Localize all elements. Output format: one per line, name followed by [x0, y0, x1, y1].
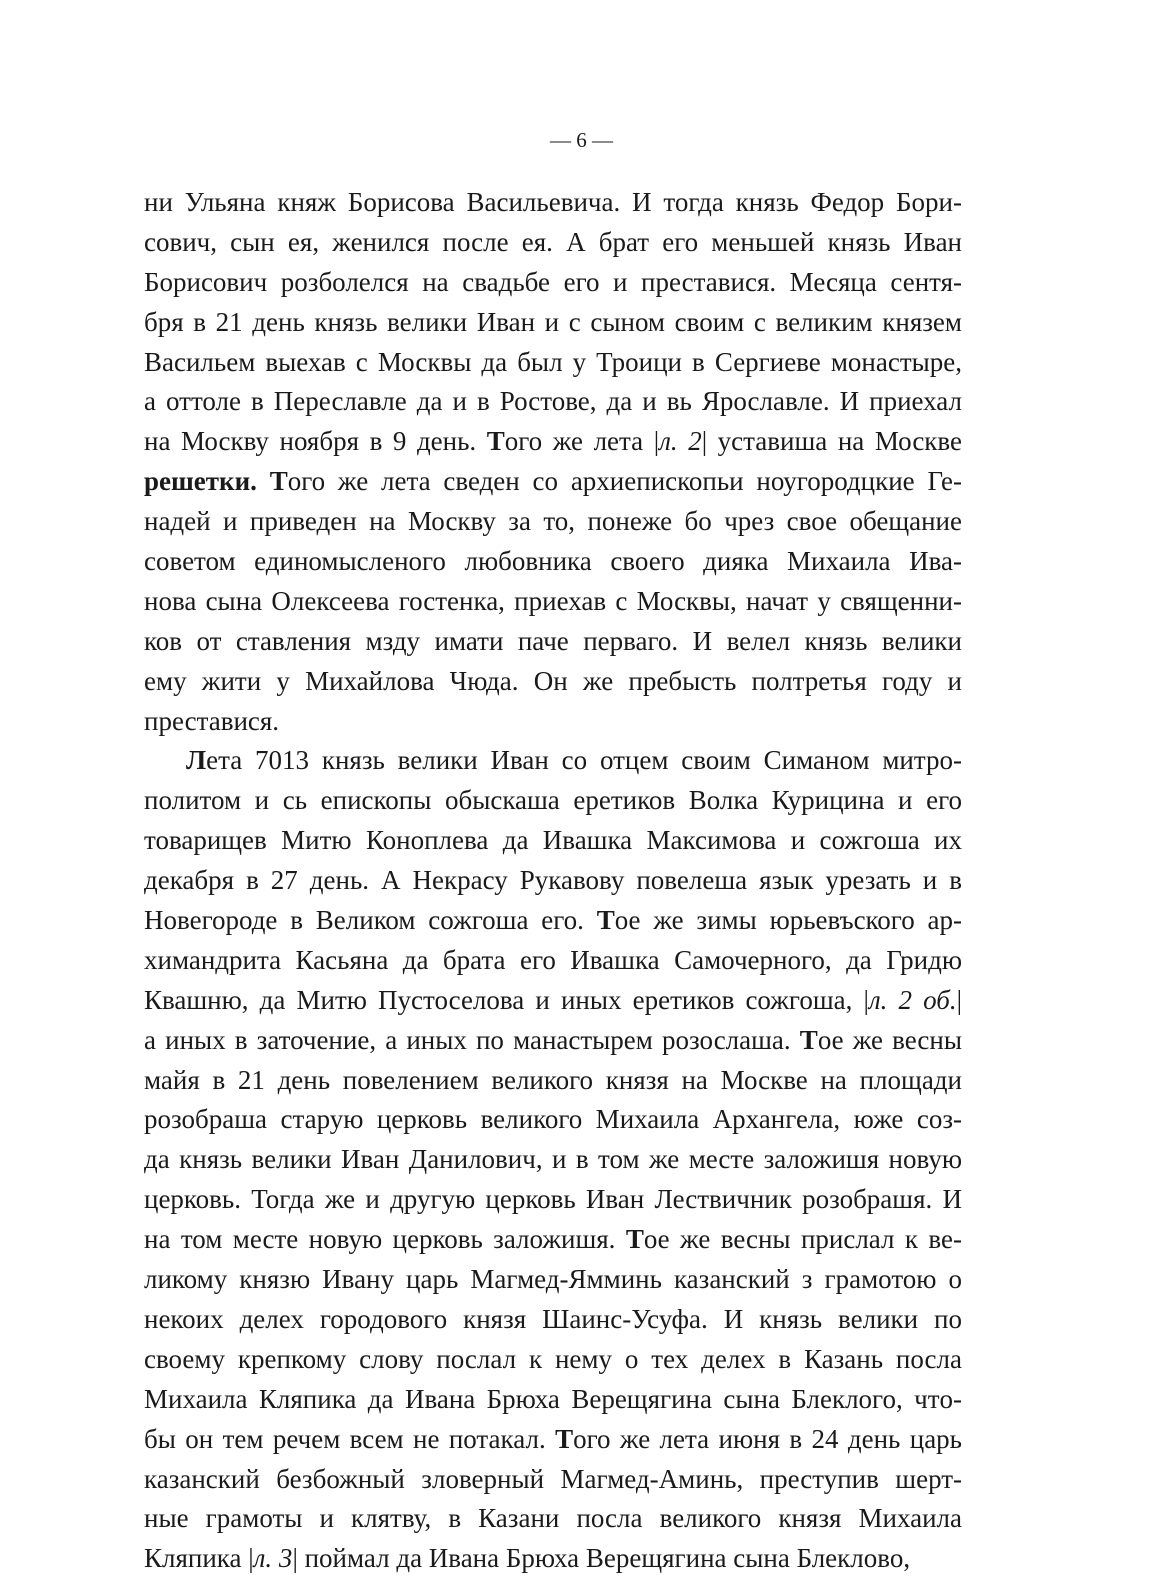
bold-initial: Л: [186, 745, 207, 776]
text-line: ликому князю Ивану царь Магмед-Ямминь казанский з грамотою о: [144, 1264, 962, 1295]
text-line: Васильем выехав с Москвы да был у Троици в Сергиеве монастыре,: [144, 346, 962, 377]
text-line: сович, сын ея, женился после ея. А брат его меньшей князь Иван: [144, 226, 962, 257]
text-line: политом и сь епископы обыскаша еретиков Волка Курицина и его: [144, 785, 962, 816]
text-line: ему жити у Михайлова Чюда. Он же пребысть полтретья году и: [144, 665, 962, 696]
text-line: казанский безбожный зловерный Магмед-Аминь, преступив шерт-: [144, 1463, 962, 1494]
text-line: церковь. Тогда же и другую церковь Иван Лествичник розобрашя. И: [144, 1184, 962, 1215]
text-line: решетки. Того же лета сведен со архиепископьи ноугородцкие Ге-: [144, 466, 962, 497]
text-line: майя в 21 день повелением великого князя на Москве на площади: [144, 1064, 962, 1095]
text-line: некоих делех городового князя Шаинс-Усуфа. И князь велики по: [144, 1303, 962, 1334]
bold-initial: Т: [596, 905, 615, 936]
text-line: Новегороде в Великом сожгоша его. Тое же зимы юрьевъского ар-: [144, 905, 962, 936]
paragraph-p2: [144, 741, 962, 1579]
text-line: ни Ульяна княж Борисова Васильевича. И тогда князь Федор Бори-: [144, 187, 962, 217]
text-line: декабря в 27 день. А Некрасу Рукавову повелеша язык урезать и в: [144, 865, 962, 896]
text-line: да князь велики Иван Данилович, и в том же месте заложишя новую: [144, 1144, 962, 1175]
text-line: ные грамоты и клятву, в Казани посла великого князя Михаила: [144, 1503, 962, 1534]
text-line: на Москву ноября в 9 день. Того же лета |л. 2| уставиша на Москве: [144, 426, 962, 457]
folio-marker: л. 3: [253, 1543, 293, 1574]
text-line: а оттоле в Переславле да и в Ростове, да и вь Ярославле. И приехал: [144, 386, 962, 417]
bold-initial: Т: [555, 1423, 574, 1454]
text-line: Квашню, да Митю Пустоселова и иных еретиков сожгоша, |л. 2 об.|: [144, 984, 963, 1015]
text-line: Борисович розболелся на свадьбе его и преставися. Месяца сентя-: [144, 266, 962, 297]
text-line: преставися.: [144, 705, 280, 736]
body-text: [144, 183, 962, 1579]
folio-marker: л. 2: [659, 426, 702, 457]
text-line: Михаила Кляпика да Ивана Брюха Верещягина сына Блеклого, чтo-: [144, 1383, 962, 1414]
bold-initial: Т: [486, 426, 505, 457]
text-line: на том месте новую церковь заложишя. Тое же весны прислал к ве-: [144, 1224, 962, 1255]
folio-marker: л. 2 об.: [868, 984, 957, 1015]
page-number: — 6 —: [550, 128, 613, 152]
text-line: Лета 7013 князь велики Иван со отцем своим Симаном митро-: [186, 745, 962, 776]
bold-initial: Т: [625, 1224, 644, 1255]
text-line: ков от ставления мзду имати паче перваго. И велел князь велики: [144, 625, 962, 656]
text-line: розобраша старую церковь великого Михаила Архангела, юже соз-: [144, 1104, 962, 1135]
text-line: нова сына Олексеева гостенка, приехав с Москвы, начат у священни-: [144, 585, 962, 616]
text-line: надей и приведен на Москву за то, понеже бо чрез свое обещание: [144, 506, 962, 537]
bold-initial: решетки. Т: [144, 466, 288, 497]
text-line: а иных в заточение, а иных по манастырем розослаша. Тое же весны: [144, 1024, 962, 1055]
bold-initial: Т: [799, 1024, 818, 1055]
text-line: Кляпика |л. 3| поймал да Ивана Брюха Верещягина сына Блеклово,: [144, 1543, 911, 1574]
text-line: химандрита Касьяна да брата его Ивашка Самочерного, да Гридю: [144, 944, 962, 975]
text-line: своему крепкому слову послал к нему о тех делех в Казань посла: [144, 1343, 962, 1374]
text-line: советом единомысленого любовника своего дияка Михаила Ива-: [144, 546, 962, 577]
text-line: бы он тем речем всем не потакал. Того же лета июня в 24 день царь: [144, 1423, 962, 1454]
text-line: бря в 21 день князь велики Иван и с сыном своим с великим князем: [144, 306, 962, 337]
text-line: товарищев Митю Коноплева да Ивашка Максимова и сожгоша их: [144, 825, 962, 856]
paragraph-p1: [144, 183, 962, 741]
